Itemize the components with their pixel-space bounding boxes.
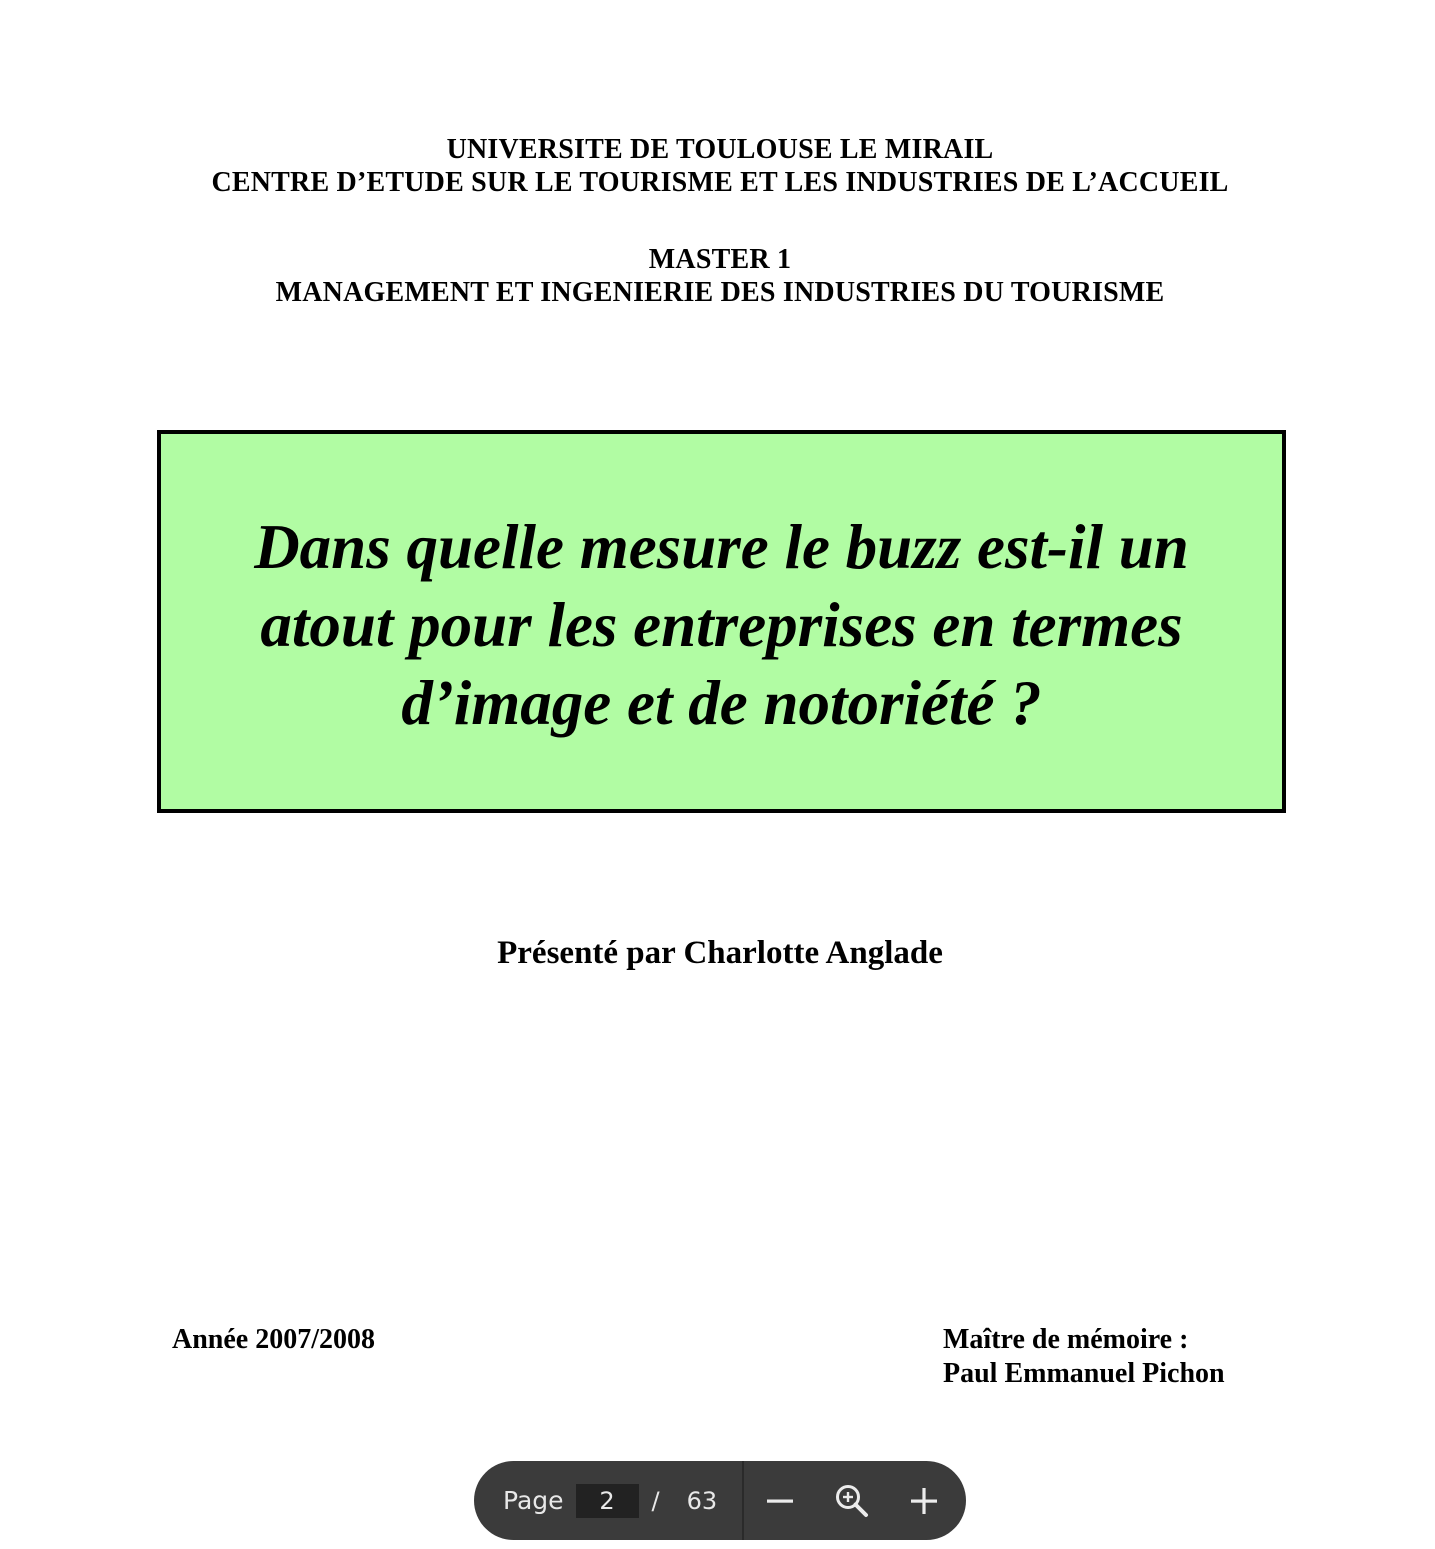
presenter-line: Présenté par Charlotte Anglade — [497, 935, 943, 971]
academic-year: Année 2007/2008 — [172, 1324, 375, 1355]
thesis-title-box — [157, 430, 1286, 813]
zoom-in-button[interactable] — [888, 1461, 960, 1540]
page-number-input[interactable] — [576, 1484, 639, 1518]
page-label: Page — [503, 1486, 564, 1515]
supervisor-name: Paul Emmanuel Pichon — [943, 1358, 1225, 1389]
thesis-title — [192, 508, 1252, 742]
zoom-in-magnifier-icon — [835, 1484, 869, 1518]
page-navigator — [474, 1461, 742, 1540]
thesis-title-line-3: d’image et de notoriété ? — [401, 667, 1042, 738]
thesis-title-line-2: atout pour les entreprises en termes — [260, 589, 1183, 660]
centre-name: CENTRE D’ETUDE SUR LE TOURISME ET LES INDUSTRIES DE L’ACCUEIL — [211, 167, 1229, 198]
supervisor-label: Maître de mémoire : — [943, 1324, 1189, 1355]
minus-icon — [766, 1487, 794, 1515]
pdf-viewer-toolbar — [474, 1461, 966, 1540]
zoom-controls — [744, 1461, 966, 1540]
supervisor-block — [943, 1323, 1225, 1391]
zoom-out-button[interactable] — [744, 1461, 816, 1540]
university-name: UNIVERSITE DE TOULOUSE LE MIRAIL — [446, 134, 994, 165]
plus-icon — [910, 1487, 938, 1515]
zoom-fit-button[interactable] — [816, 1461, 888, 1540]
page-separator: / — [651, 1486, 660, 1515]
degree-level: MASTER 1 — [648, 244, 792, 275]
total-pages: 63 — [686, 1486, 718, 1515]
degree-program: MANAGEMENT ET INGENIERIE DES INDUSTRIES DU TOURISME — [275, 277, 1165, 308]
thesis-title-line-1: Dans quelle mesure le buzz est-il un — [254, 511, 1189, 582]
